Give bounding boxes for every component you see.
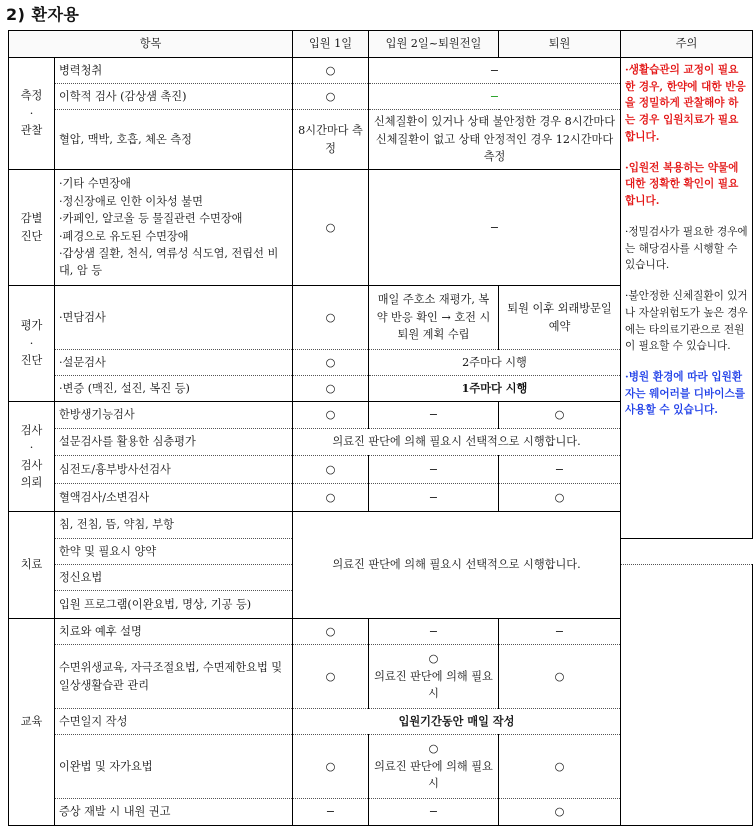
table-row <box>9 58 753 84</box>
dash-mark: − <box>369 484 499 512</box>
row-item: 혈압, 맥박, 호흡, 체온 측정 <box>55 110 293 170</box>
mid-cell: 신체질환이 있거나 상태 불안정한 경우 8시간마다 신체질환이 없고 상태 안정적인 경우 12시간마다 측정 <box>369 110 621 170</box>
note-wearable: ·병원 환경에 따라 입원환자는 웨어러블 디바이스를 사용할 수 있습니다. <box>625 371 745 417</box>
list-item: ·갑상샘 질환, 천식, 역류성 식도염, 전립선 비대, 암 등 <box>59 246 279 278</box>
list-item: ·폐경으로 유도된 수면장애 <box>59 229 189 243</box>
circle-mark: ○ <box>293 58 369 84</box>
notes-column <box>621 58 753 539</box>
circle-mark: ○ <box>293 484 369 512</box>
dash-mark: − <box>499 456 621 484</box>
circle-mark: ○ <box>293 376 369 402</box>
circle-mark: ○ <box>293 456 369 484</box>
category-test: 검사 · 검사 의뢰 <box>9 402 55 512</box>
circle-mark: ○ <box>499 735 621 799</box>
row-item: 수면위생교육, 자극조절요법, 수면제한요법 및 일상생활습관 관리 <box>55 645 293 709</box>
dash-mark: − <box>369 456 499 484</box>
notes-column-empty <box>621 565 753 826</box>
row-item: 입원 프로그램(이완요법, 명상, 기공 등) <box>55 591 293 619</box>
note-medication: ·입원전 복용하는 약물에 대한 정확한 확인이 필요합니다. <box>625 161 739 208</box>
circle-mark: ○ <box>293 170 369 286</box>
note-tests: ·정밀검사가 필요한 경우에는 해당검사를 시행할 수 있습니다. <box>625 225 748 272</box>
row-item: 병력청취 <box>55 58 293 84</box>
discharge-cell: 퇴원 이후 외래방문일 예약 <box>499 286 621 350</box>
dash-mark: − <box>369 619 499 645</box>
row-item: 증상 재발 시 내원 권고 <box>55 799 293 826</box>
mid-cell <box>369 735 499 799</box>
day1-cell: 8시간마다 측정 <box>293 110 369 170</box>
circle-mark: ○ <box>428 652 439 666</box>
circle-mark: ○ <box>428 742 439 756</box>
list-item: ·정신장애로 인한 이차성 불면 <box>59 194 203 208</box>
row-item: 설문검사를 활용한 심층평가 <box>55 429 293 456</box>
row-item: ·설문검사 <box>55 350 293 376</box>
span-cell: 의료진 판단에 의해 필요시 선택적으로 시행합니다. <box>293 512 621 619</box>
dash-mark: − <box>499 619 621 645</box>
row-item: 한약 및 필요시 양약 <box>55 539 293 565</box>
category-eval: 평가 · 진단 <box>9 286 55 402</box>
circle-mark: ○ <box>499 484 621 512</box>
dash-mark: − <box>369 799 499 826</box>
category-edu: 교육 <box>9 619 55 826</box>
list-item: ·기타 수면장애 <box>59 177 131 191</box>
row-item: 이완법 및 자가요법 <box>55 735 293 799</box>
circle-mark: ○ <box>293 645 369 709</box>
row-item: 수면일지 작성 <box>55 709 293 735</box>
list-item: ·카페인, 알코올 등 물질관련 수면장애 <box>59 212 243 226</box>
row-item: 한방생기능검사 <box>55 402 293 429</box>
row-item: 침, 전침, 뜸, 약침, 부항 <box>55 512 293 539</box>
mid-text: 의료진 판단에 의해 필요시 <box>374 669 493 701</box>
span-cell: 1주마다 시행 <box>369 376 621 402</box>
category-diag: 감별 진단 <box>9 170 55 286</box>
row-item: 치료와 예후 설명 <box>55 619 293 645</box>
mid-cell <box>369 645 499 709</box>
header-discharge: 퇴원 <box>499 31 621 58</box>
span-cell: 의료진 판단에 의해 필요시 선택적으로 시행합니다. <box>293 429 621 456</box>
dash-mark: − <box>293 799 369 826</box>
span-cell: 입원기간동안 매일 작성 <box>293 709 621 735</box>
circle-mark: ○ <box>293 735 369 799</box>
row-item: ·면담검사 <box>55 286 293 350</box>
span-cell: 2주마다 시행 <box>369 350 621 376</box>
header-row <box>9 31 753 58</box>
diag-list <box>55 170 293 286</box>
circle-mark: ○ <box>499 799 621 826</box>
mid-text: 의료진 판단에 의해 필요시 <box>374 759 493 791</box>
dash-mark: − <box>369 170 621 286</box>
dash-mark: − <box>369 84 621 110</box>
circle-mark: ○ <box>293 84 369 110</box>
header-item: 항목 <box>9 31 293 58</box>
note-lifestyle: ·생활습관의 교정이 필요한 경우, 한약에 대한 반응을 정밀하게 관찰해야 하는 경우 입원치료가 필요합니다. <box>625 64 746 143</box>
patient-pathway-table <box>8 30 753 826</box>
row-item: 혈액검사/소변검사 <box>55 484 293 512</box>
circle-mark: ○ <box>499 645 621 709</box>
header-note: 주의 <box>621 31 753 58</box>
circle-mark: ○ <box>293 402 369 429</box>
row-item: ·변증 (맥진, 설진, 복진 등) <box>55 376 293 402</box>
row-item: 이학적 검사 (감상샘 촉진) <box>55 84 293 110</box>
circle-mark: ○ <box>499 402 621 429</box>
row-item: 심전도/흉부방사선검사 <box>55 456 293 484</box>
section-title: 2) 환자용 <box>6 5 80 24</box>
circle-mark: ○ <box>293 350 369 376</box>
dash-mark: − <box>369 58 621 84</box>
header-mid: 입원 2일~퇴원전일 <box>369 31 499 58</box>
header-day1: 입원 1일 <box>293 31 369 58</box>
category-treat: 치료 <box>9 512 55 619</box>
note-transfer: ·불안정한 신체질환이 있거나 자살위험도가 높은 경우에는 타의료기관으로 전원이 필요할 수 있습니다. <box>625 290 748 353</box>
category-measure: 측정 · 관찰 <box>9 58 55 170</box>
row-item: 정신요법 <box>55 565 293 591</box>
mid-cell: 매일 주호소 재평가, 복약 반응 확인 → 호전 시 퇴원 계획 수립 <box>369 286 499 350</box>
circle-mark: ○ <box>293 286 369 350</box>
circle-mark: ○ <box>293 619 369 645</box>
dash-mark: − <box>369 402 499 429</box>
